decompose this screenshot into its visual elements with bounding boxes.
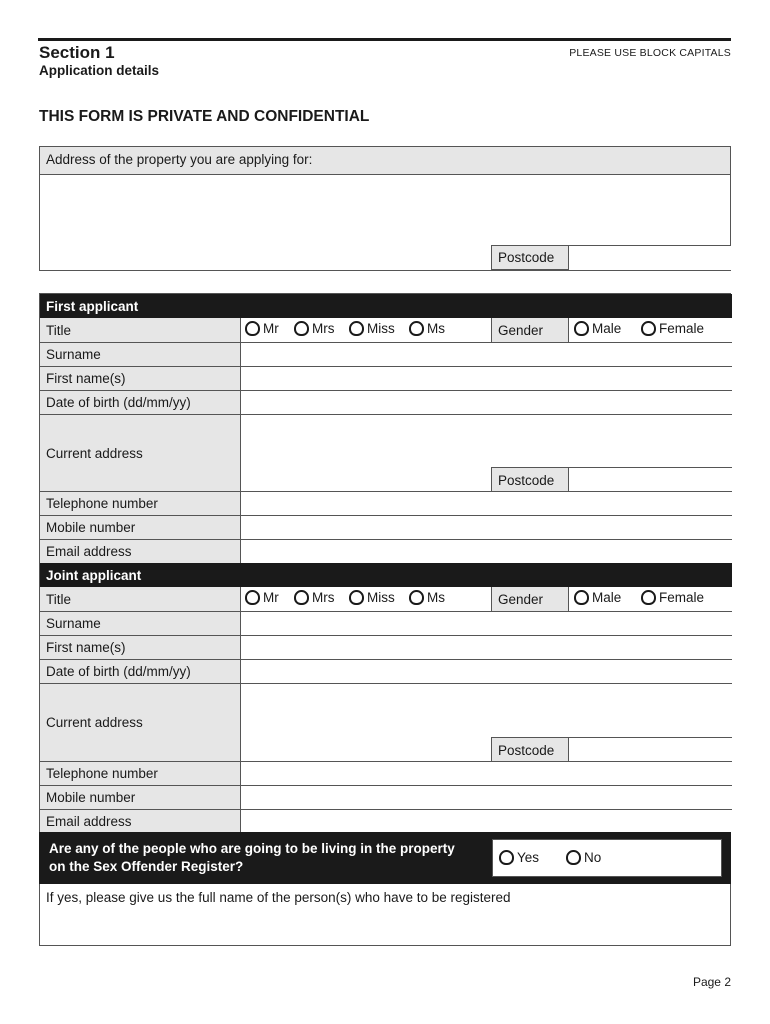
joint-gender-label: Gender: [491, 587, 569, 611]
first-title-label: Title: [40, 318, 241, 342]
first-title-field: [241, 318, 732, 342]
joint-postcode-field[interactable]: [568, 737, 732, 762]
radio-icon[interactable]: [294, 590, 309, 605]
first-gender-male[interactable]: Male: [574, 321, 621, 336]
joint-telephone-field[interactable]: [241, 762, 732, 785]
first-email-row: [40, 539, 732, 563]
first-address-label: Current address: [40, 415, 241, 491]
property-address-label: Address of the property you are applying for:: [46, 152, 313, 167]
first-postcode-label: Postcode: [491, 467, 569, 492]
joint-title-row: [40, 587, 732, 611]
first-postcode-field[interactable]: [568, 467, 732, 492]
joint-address-field[interactable]: [241, 684, 732, 761]
joint-dob-field[interactable]: [241, 660, 732, 683]
page-number: Page 2: [692, 975, 731, 989]
joint-title-field: [241, 587, 732, 611]
first-telephone-label: Telephone number: [40, 492, 241, 515]
joint-postcode-label: Postcode: [491, 737, 569, 762]
joint-title-ms[interactable]: Ms: [409, 590, 445, 605]
radio-icon[interactable]: [409, 590, 424, 605]
first-mobile-label: Mobile number: [40, 516, 241, 539]
first-dob-row: [40, 390, 732, 414]
joint-dob-label: Date of birth (dd/mm/yy): [40, 660, 241, 683]
radio-icon[interactable]: [499, 850, 514, 865]
radio-icon[interactable]: [245, 590, 260, 605]
first-gender-label: Gender: [491, 318, 569, 342]
joint-telephone-row: [40, 761, 732, 785]
joint-surname-row: [40, 611, 732, 635]
joint-dob-row: [40, 659, 732, 683]
joint-telephone-label: Telephone number: [40, 762, 241, 785]
joint-title-mrs[interactable]: Mrs: [294, 590, 335, 605]
joint-gender-female[interactable]: Female: [641, 590, 704, 605]
first-surname-field[interactable]: [241, 343, 732, 366]
joint-surname-label: Surname: [40, 612, 241, 635]
offender-register-block: [39, 832, 731, 946]
offender-names-field[interactable]: [39, 884, 731, 946]
first-address-row: [40, 414, 732, 491]
first-firstname-label: First name(s): [40, 367, 241, 390]
joint-title-mr[interactable]: Mr: [245, 590, 279, 605]
first-title-ms[interactable]: Ms: [409, 321, 445, 336]
joint-surname-field[interactable]: [241, 612, 732, 635]
radio-icon[interactable]: [641, 590, 656, 605]
first-telephone-row: [40, 491, 732, 515]
section-title: Section 1: [39, 43, 115, 62]
radio-icon[interactable]: [245, 321, 260, 336]
first-mobile-row: [40, 515, 732, 539]
offender-answer-box: [492, 839, 722, 877]
property-postcode-label: Postcode: [491, 245, 569, 270]
header-rule: [38, 38, 731, 41]
radio-icon[interactable]: [566, 850, 581, 865]
first-title-row: [40, 318, 732, 342]
joint-address-row: [40, 683, 732, 761]
joint-email-row: [40, 809, 732, 833]
property-postcode-field[interactable]: [568, 245, 731, 270]
radio-icon[interactable]: [574, 321, 589, 336]
joint-title-miss[interactable]: Miss: [349, 590, 395, 605]
first-title-mrs[interactable]: Mrs: [294, 321, 335, 336]
offender-question-bar: [39, 832, 731, 884]
first-email-field[interactable]: [241, 540, 732, 563]
radio-icon[interactable]: [409, 321, 424, 336]
joint-firstname-field[interactable]: [241, 636, 732, 659]
joint-gender-male[interactable]: Male: [574, 590, 621, 605]
joint-mobile-label: Mobile number: [40, 786, 241, 809]
first-address-field[interactable]: [241, 415, 732, 491]
joint-mobile-row: [40, 785, 732, 809]
joint-firstname-label: First name(s): [40, 636, 241, 659]
property-address-field[interactable]: [40, 175, 730, 245]
radio-icon[interactable]: [574, 590, 589, 605]
first-dob-field[interactable]: [241, 391, 732, 414]
joint-applicant-heading: Joint applicant: [40, 563, 732, 587]
first-email-label: Email address: [40, 540, 241, 563]
first-gender-female[interactable]: Female: [641, 321, 704, 336]
joint-address-label: Current address: [40, 684, 241, 761]
radio-icon[interactable]: [349, 590, 364, 605]
first-title-mr[interactable]: Mr: [245, 321, 279, 336]
first-surname-row: [40, 342, 732, 366]
block-capitals-note: PLEASE USE BLOCK CAPITALS: [569, 47, 731, 59]
first-dob-label: Date of birth (dd/mm/yy): [40, 391, 241, 414]
property-address-label-bar: [40, 147, 730, 175]
first-mobile-field[interactable]: [241, 516, 732, 539]
property-address-box: [39, 146, 731, 271]
applicants-table: [39, 293, 731, 832]
section-subtitle: Application details: [39, 63, 160, 78]
first-applicant-heading: First applicant: [40, 294, 732, 318]
offender-follow-up-label: If yes, please give us the full name of the person(s) who have to be registered: [46, 890, 511, 905]
radio-icon[interactable]: [349, 321, 364, 336]
joint-firstname-row: [40, 635, 732, 659]
first-firstname-row: [40, 366, 732, 390]
first-telephone-field[interactable]: [241, 492, 732, 515]
offender-no-option[interactable]: No: [566, 850, 601, 865]
first-surname-label: Surname: [40, 343, 241, 366]
confidential-notice: THIS FORM IS PRIVATE AND CONFIDENTIAL: [39, 108, 370, 125]
radio-icon[interactable]: [641, 321, 656, 336]
first-title-miss[interactable]: Miss: [349, 321, 395, 336]
joint-email-label: Email address: [40, 810, 241, 833]
joint-mobile-field[interactable]: [241, 786, 732, 809]
joint-title-label: Title: [40, 587, 241, 611]
radio-icon[interactable]: [294, 321, 309, 336]
offender-yes-option[interactable]: Yes: [499, 850, 539, 865]
joint-email-field[interactable]: [241, 810, 732, 833]
offender-question: Are any of the people who are going to be living in the property on the Sex Offender Register?: [49, 841, 455, 874]
first-firstname-field[interactable]: [241, 367, 732, 390]
